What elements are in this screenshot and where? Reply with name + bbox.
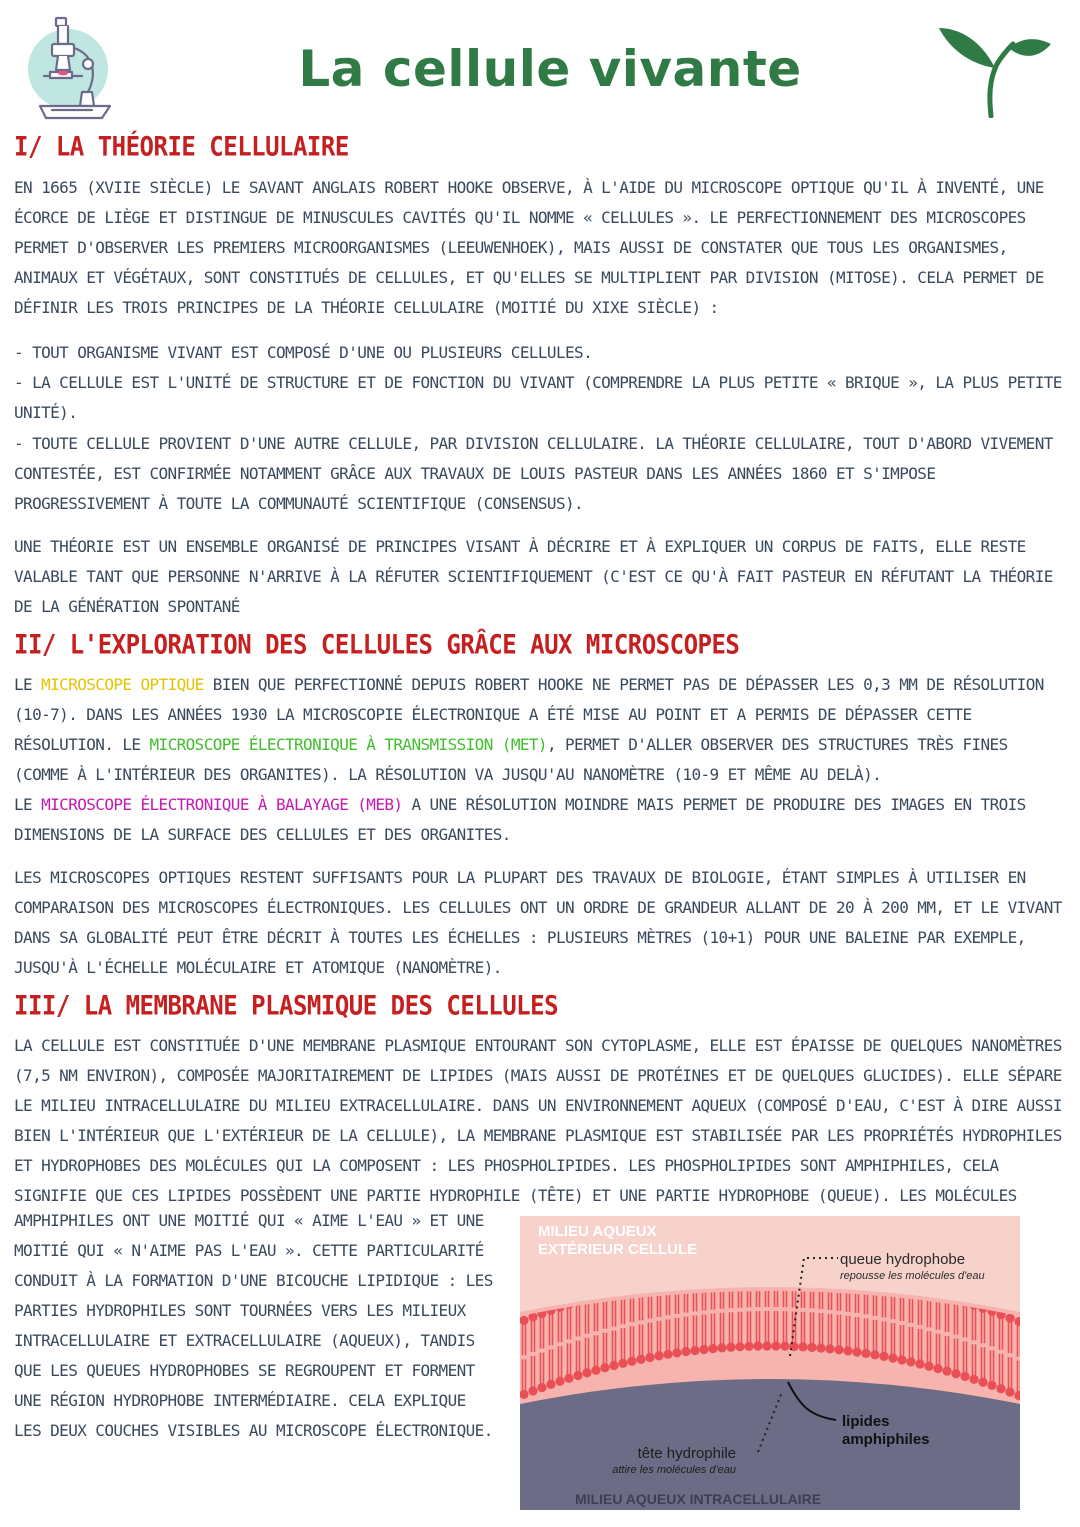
section-2-paragraph-1: LE MICROSCOPE OPTIQUE BIEN QUE PERFECTIONNÉ DEPUIS ROBERT HOOKE NE PERMET PAS DE DÉPASSER LES 0,3 ΜM DE RÉSOLUTION (10-7). DANS LES ANNÉES 1930 LA MICROSCOPIE ÉLECTRONIQUE A ÉTÉ MISE AU POINT ET A PERMIS DE DÉPASSER CETTE RÉSOLUTION. LE MICROSCOPE ÉLECTRONIQUE À TRANSMISSION (MET), PERMET D'ALLER OBSERVER DES STRUCTURES TRÈS FINES (COMME À L'INTÉRIEUR DES ORGANITES). LA RÉSOLUTION VA JUSQU'AU NANOMÈTRE (10-9 ET MÊME AU DELÀ). — [14, 675, 1044, 784]
optical-microscope-term: MICROSCOPE OPTIQUE — [41, 675, 204, 694]
lipid-head — [564, 1374, 573, 1383]
section-1-theory-definition: UNE THÉORIE EST UN ENSEMBLE ORGANISÉ DE PRINCIPES VISANT À DÉCRIRE ET À EXPLIQUER UN CORPUS DE FAITS, ELLE RESTE VALABLE TANT QUE PERSONNE N'ARRIVE À LA RÉFUTER SCIENTIFIQUEMENT (C'EST CE QU'À FAIT PASTEUR EN RÉFUTANT LA THÉORIE DE LA GÉNÉRATION SPONTANÉ — [14, 537, 1053, 616]
lipid-head — [537, 1383, 546, 1392]
lipid-head — [627, 1357, 636, 1366]
lipid-head — [951, 1369, 960, 1378]
lipid-head — [942, 1366, 951, 1375]
section-1-heading: I/ LA THÉORIE CELLULAIRE — [14, 131, 349, 163]
lipid-head — [735, 1342, 744, 1351]
head-label: tête hydrophile — [637, 1445, 736, 1462]
lipid-head — [1005, 1387, 1014, 1396]
lipid-head — [573, 1371, 582, 1380]
lipid-head — [906, 1357, 915, 1366]
lipid-head — [600, 1363, 609, 1372]
lipid-head — [618, 1359, 627, 1368]
section-1-bullet-2: - LA CELLULE EST L'UNITÉ DE STRUCTURE ET DE FONCTION DU VIVANT (COMPRENDRE LA PLUS PETITE « BRIQUE », LA PLUS PETITE UNITÉ). — [14, 373, 1062, 422]
lipid-head — [546, 1380, 555, 1389]
lipid-head — [861, 1349, 870, 1358]
outside-label-1: MILIEU AQUEUX — [538, 1223, 657, 1240]
lipid-head — [591, 1366, 600, 1375]
lipid-head — [915, 1359, 924, 1368]
lipid-head — [870, 1350, 879, 1359]
lipid-head — [978, 1378, 987, 1387]
lipid-head — [663, 1350, 672, 1359]
lipid-head — [780, 1342, 789, 1351]
lipid-head — [852, 1347, 861, 1356]
page-title: La cellule vivante — [298, 40, 802, 98]
met-term: MICROSCOPE ÉLECTRONIQUE À TRANSMISSION (MET) — [149, 735, 547, 754]
lipid-head — [798, 1342, 807, 1351]
section-3-heading: III/ LA MEMBRANE PLASMIQUE DES CELLULES — [14, 990, 559, 1022]
head-sublabel: attire les molécules d'eau — [612, 1464, 736, 1476]
lipid-head — [708, 1344, 717, 1353]
lipids-label-2: amphiphiles — [842, 1431, 930, 1448]
lipid-head — [897, 1355, 906, 1364]
lipid-head — [744, 1342, 753, 1351]
lipid-head — [681, 1347, 690, 1356]
section-1-paragraph: EN 1665 (XVIIE SIÈCLE) LE SAVANT ANGLAIS ROBERT HOOKE OBSERVE, À L'AIDE DU MICROSCOPE OPTIQUE QU'IL À INVENTÉ, UNE ÉCORCE DE LIÈGE ET DISTINGUE DE MINUSCULES CAVITÉS QU'IL NOMME « CELLULES ». LE PERFECTIONNEMENT DES MICROSCOPES PERMET D'OBSERVER LES PREMIERS MICROORGANISMES (LEEUWENHOEK), MAIS AUSSI DE CONSTATER QUE TOUS LES ORGANISMES, ANIMAUX ET VÉGÉTAUX, SONT CONSTITUÉS DE CELLULES, ET QU'ELLES SE MULTIPLIENT PAR DIVISION (MITOSE). CELA PERMET DE DÉFINIR LES TROIS PRINCIPES DE LA THÉORIE CELLULAIRE (MOITIÉ DU XIXE SIÈCLE) : — [14, 178, 1044, 317]
section-3-paragraph-1: LA CELLULE EST CONSTITUÉE D'UNE MEMBRANE PLASMIQUE ENTOURANT SON CYTOPLASME, ELLE EST ÉPAISSE DE QUELQUES NANOMÈTRES (7,5 NM ENVIRON), COMPOSÉE MAJORITAIREMENT DE LIPIDES (MAIS AUSSI DE PROTÉINES ET DE QUELQUES GLUCIDES). ELLE SÉPARE LE MILIEU INTRACELLULAIRE DU MILIEU EXTRACELLULAIRE. DANS UN ENVIRONNEMENT AQUEUX (COMPOSÉ D'EAU, C'EST À DIRE AUSSI BIEN L'INTÉRIEUR QUE L'EXTÉRIEUR DE LA CELLULE), LA MEMBRANE PLASMIQUE EST STABILISÉE PAR LES PROPRIÉTÉS HYDROPHILES ET HYDROPHOBES DES MOLÉCULES QUI LA COMPOSENT : LES PHOSPHOLIPIDES. LES PHOSPHOLIPIDES SONT AMPHIPHILES, CELA SIGNIFIE QUE CES LIPIDES POSSÈDENT UNE PARTIE HYDROPHILE (TÊTE) ET UNE PARTIE HYDROPHOBE (QUEUE). LES MOLÉCULES — [14, 1036, 1062, 1205]
section-2-heading: II/ L'EXPLORATION DES CELLULES GRÂCE AUX MICROSCOPES — [14, 629, 740, 661]
lipid-head — [717, 1343, 726, 1352]
lipid-head — [834, 1345, 843, 1354]
outside-label-2: EXTÉRIEUR CELLULE — [538, 1241, 698, 1258]
tail-sublabel: repousse les molécules d'eau — [840, 1270, 985, 1282]
lipids-label-1: lipides — [842, 1413, 890, 1430]
lipid-bilayer-figure — [520, 1216, 1020, 1510]
lipid-head — [555, 1377, 564, 1386]
inside-label: MILIEU AQUEUX INTRACELLULAIRE — [575, 1491, 822, 1507]
lipid-head — [762, 1341, 771, 1350]
lipid-head — [771, 1341, 780, 1350]
lipid-head — [969, 1375, 978, 1384]
lipid-head — [879, 1352, 888, 1361]
section-2-paragraph-2: LE MICROSCOPE ÉLECTRONIQUE À BALAYAGE (MEB) A UNE RÉSOLUTION MOINDRE MAIS PERMET DE PRODUIRE DES IMAGES EN TROIS DIMENSIONS DE LA SURFACE DES CELLULES ET DES ORGANITES. — [14, 795, 1026, 844]
lipid-head — [654, 1351, 663, 1360]
lipid-head — [960, 1372, 969, 1381]
lipid-head — [996, 1384, 1005, 1393]
lipid-head — [645, 1353, 654, 1362]
meb-term: MICROSCOPE ÉLECTRONIQUE À BALAYAGE (MEB) — [41, 795, 403, 814]
inside-medium — [520, 1371, 1020, 1510]
lipid-head — [726, 1343, 735, 1352]
lipid-head — [582, 1368, 591, 1377]
lipid-head — [825, 1344, 834, 1353]
lipid-head — [528, 1386, 537, 1395]
lipid-head — [888, 1354, 897, 1363]
lipid-head — [933, 1364, 942, 1373]
lipid-head — [843, 1346, 852, 1355]
tail-label: queue hydrophobe — [840, 1251, 966, 1268]
section-3-paragraph-2: AMPHIPHILES ONT UNE MOITIÉ QUI « AIME L'EAU » ET UNE MOITIÉ QUI « N'AIME PAS L'EAU ». CETTE PARTICULARITÉ CONDUIT À LA FORMATION D'UNE BICOUCHE LIPIDIQUE : LES PARTIES HYDROPHILES SONT TOURNÉES VERS LES MILIEUX INTRACELLULAIRE ET EXTRACELLULAIRE (AQUEUX), TANDIS QUE LES QUEUES HYDROPHOBES SE REGROUPENT ET FORMENT UNE RÉGION HYDROPHOBE INTERMÉDIAIRE. CELA EXPLIQUE LES DEUX COUCHES VISIBLES AU MICROSCOPE ÉLECTRONIQUE. — [14, 1211, 493, 1440]
lipid-head — [699, 1345, 708, 1354]
section-2-paragraph-3: LES MICROSCOPES OPTIQUES RESTENT SUFFISANTS POUR LA PLUPART DES TRAVAUX DE BIOLOGIE, ÉTANT SIMPLES À UTILISER EN COMPARAISON DES MICROSCOPES ÉLECTRONIQUES. LES CELLULES ONT UN ORDRE DE GRANDEUR ALLANT DE 20 À 200 ΜM, ET LE VIVANT DANS SA GLOBALITÉ PEUT ÊTRE DÉCRIT À TOUTES LES ÉCHELLES : PLUSIEURS MÈTRES (10+1) POUR UNE BALEINE PAR EXEMPLE, JUSQU'À L'ÉCHELLE MOLÉCULAIRE ET ATOMIQUE (NANOMÈTRE). — [14, 868, 1062, 977]
lipid-head — [816, 1343, 825, 1352]
lipid-head — [1005, 1313, 1014, 1322]
lipid-head — [753, 1342, 762, 1351]
lipid-head — [690, 1346, 699, 1355]
lipid-head — [987, 1381, 996, 1390]
lipid-head — [609, 1361, 618, 1370]
lipid-head — [924, 1362, 933, 1371]
section-1-bullet-3: - TOUTE CELLULE PROVIENT D'UNE AUTRE CELLULE, PAR DIVISION CELLULAIRE. LA THÉORIE CELLULAIRE, TOUT D'ABORD VIVEMENT CONTESTÉE, EST CONFIRMÉE NOTAMMENT GRÂCE AUX TRAVAUX DE LOUIS PASTEUR DANS LES ANNÉES 1860 ET S'IMPOSE PROGRESSIVEMENT À TOUTE LA COMMUNAUTÉ SCIENTIFIQUE (CONSENSUS). — [14, 434, 1053, 513]
lipid-head — [636, 1355, 645, 1364]
lipid-head — [807, 1343, 816, 1352]
lipid-head — [672, 1348, 681, 1357]
section-1-bullet-1: - TOUT ORGANISME VIVANT EST COMPOSÉ D'UNE OU PLUSIEURS CELLULES. — [14, 343, 593, 362]
